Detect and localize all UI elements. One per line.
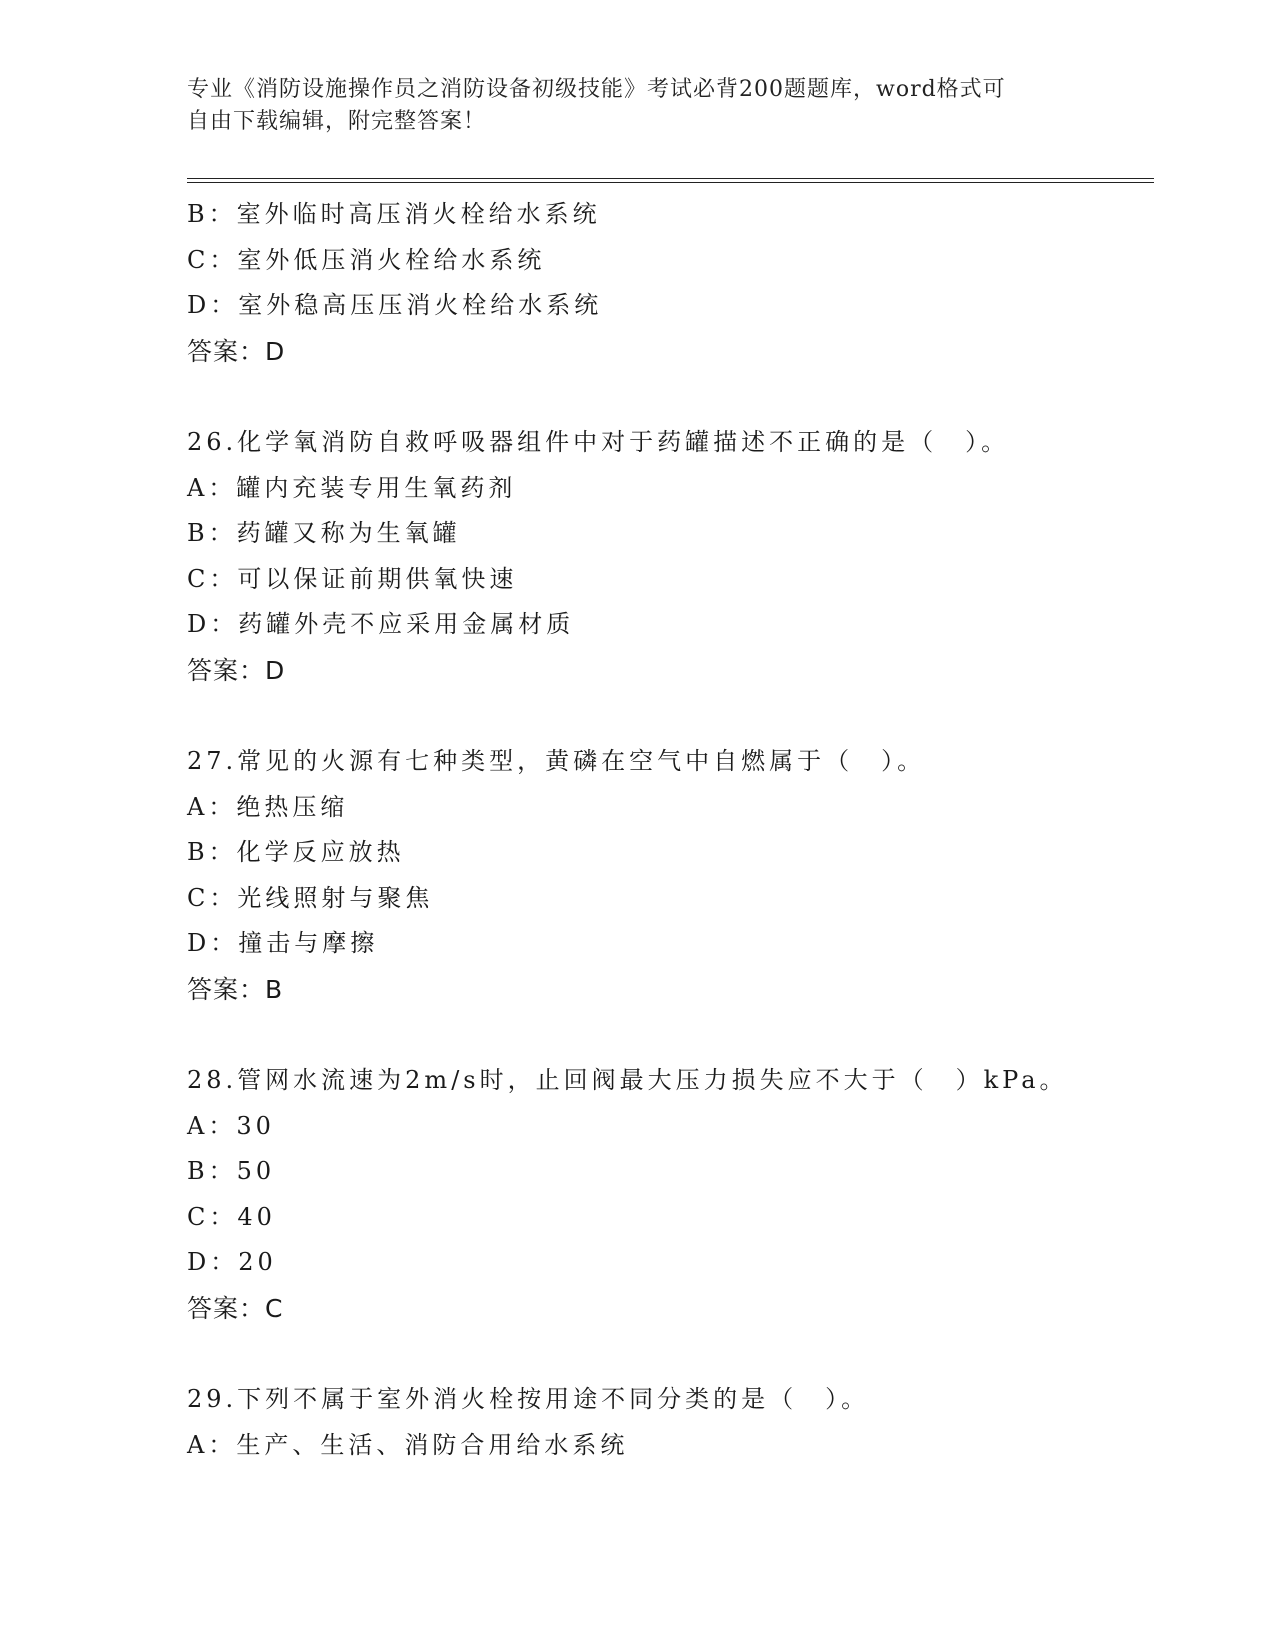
answer-line: 答案：D <box>187 336 286 366</box>
answer-line: 答案：C <box>187 1293 284 1323</box>
spacer <box>187 1012 1154 1058</box>
option-b: B：化学反应放热 <box>187 838 405 866</box>
question-stem: 27.常见的火源有七种类型，黄磷在空气中自燃属于（ ）。 <box>187 747 926 775</box>
header-divider <box>187 178 1154 183</box>
option-a: A：30 <box>187 1111 275 1140</box>
option-d: D：药罐外壳不应采用金属材质 <box>187 610 575 638</box>
page-header <box>187 74 1087 138</box>
header-title-line-1: 专业《消防设施操作员之消防设备初级技能》考试必背200题题库，word格式可 <box>187 77 1006 102</box>
option-d: D：20 <box>187 1248 277 1276</box>
question-28 <box>187 1058 1154 1331</box>
option-c: C：室外低压消火栓给水系统 <box>187 245 546 274</box>
option-d: D：撞击与摩擦 <box>187 929 379 957</box>
answer-line: 答案：D <box>187 655 286 685</box>
question-27 <box>187 739 1154 1012</box>
spacer <box>187 693 1154 739</box>
option-d: D：室外稳高压压消火栓给水系统 <box>187 291 603 319</box>
option-c: C：可以保证前期供氧快速 <box>187 564 518 593</box>
question-list <box>187 192 1154 1468</box>
question-stem: 26.化学氧消防自救呼吸器组件中对于药罐描述不正确的是（ ）。 <box>187 428 1010 456</box>
answer-line: 答案：B <box>187 974 284 1004</box>
question-stem: 28.管网水流速为2m/s时，止回阀最大压力损失应不大于（ ）kPa。 <box>187 1066 1068 1094</box>
question-29 <box>187 1377 1154 1468</box>
question-stem: 29.下列不属于室外消火栓按用途不同分类的是（ ）。 <box>187 1385 870 1413</box>
option-a: A：罐内充装专用生氧药剂 <box>187 473 517 502</box>
question-25-continued <box>187 192 1154 374</box>
option-b: B：50 <box>187 1157 276 1185</box>
option-b: B：药罐又称为生氧罐 <box>187 519 461 547</box>
spacer <box>187 374 1154 420</box>
option-c: C：光线照射与聚焦 <box>187 883 434 912</box>
spacer <box>187 1331 1154 1377</box>
option-a: A：绝热压缩 <box>187 792 349 821</box>
option-a: A：生产、生活、消防合用给水系统 <box>187 1430 629 1459</box>
option-c: C：40 <box>187 1202 276 1231</box>
question-26 <box>187 420 1154 693</box>
option-b: B：室外临时高压消火栓给水系统 <box>187 200 601 228</box>
header-title-line-2: 自由下载编辑，附完整答案！ <box>187 109 487 134</box>
